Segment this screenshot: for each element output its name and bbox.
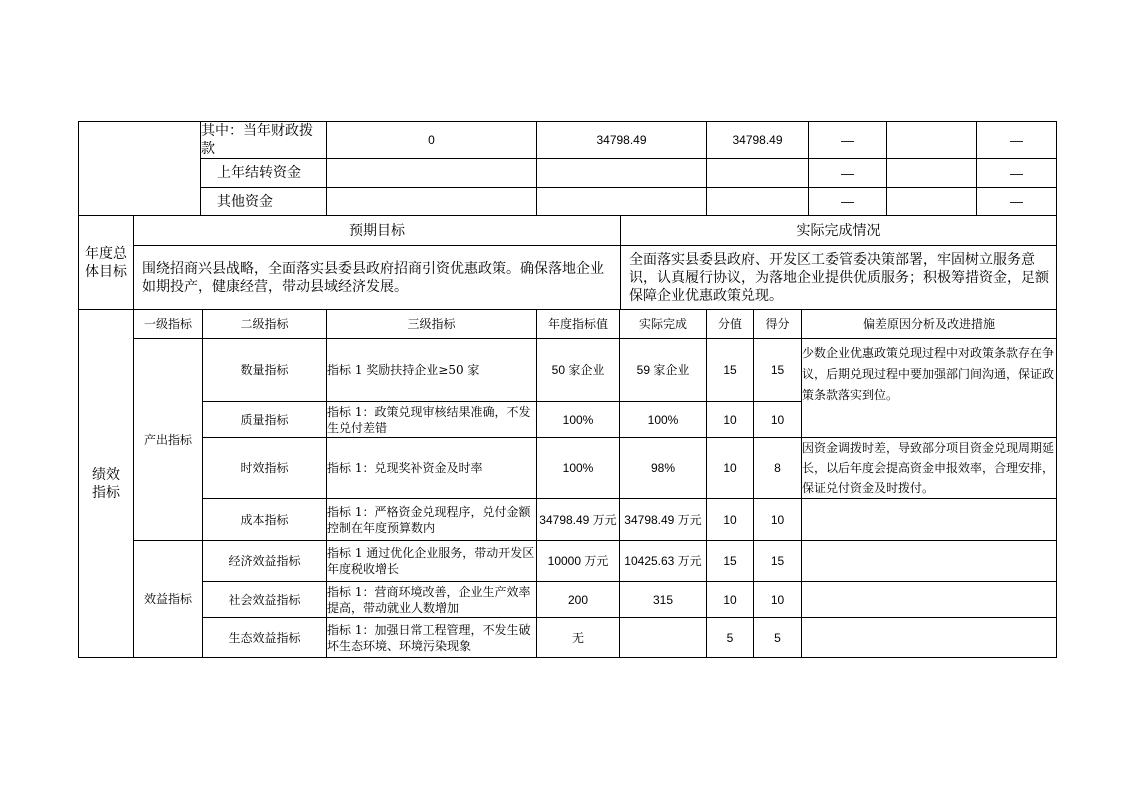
score-cell: 10 — [707, 402, 754, 438]
score-cell: 10 — [707, 438, 754, 499]
funds-dash: — — [809, 159, 887, 188]
level2-cell: 质量指标 — [203, 402, 327, 438]
actual-cell: 315 — [620, 582, 707, 618]
funds-label: 其他资金 — [201, 188, 327, 216]
funds-value: 0 — [327, 122, 537, 159]
score-cell: 10 — [707, 582, 754, 618]
score-cell: 15 — [707, 541, 754, 582]
deviation-note — [802, 582, 1057, 618]
level2-cell: 社会效益指标 — [203, 582, 327, 618]
funds-value — [327, 159, 537, 188]
expected-goal-text: 围绕招商兴县战略，全面落实县委县政府招商引资优惠政策。确保落地企业如期投产，健康经营，带动县域经济发展。 — [134, 246, 621, 310]
target-cell: 10000 万元 — [537, 541, 620, 582]
table-row — [79, 499, 1057, 541]
header-level1: 一级指标 — [134, 310, 203, 339]
header-deviation: 偏差原因分析及改进措施 — [802, 310, 1057, 339]
actual-cell: 100% — [620, 402, 707, 438]
performance-label: 绩效指标 — [79, 310, 134, 658]
funds-label: 其中：当年财政拨款 — [201, 122, 327, 159]
funds-dash: — — [809, 188, 887, 216]
level3-cell: 指标 1：政策兑现审核结果准确，不发生兑付差错 — [327, 402, 537, 438]
table-row — [79, 541, 1057, 582]
header-target: 年度指标值 — [537, 310, 620, 339]
level3-cell: 指标 1：加强日常工程管理，不发生破坏生态环境、环境污染现象 — [327, 618, 537, 658]
got-cell: 10 — [754, 402, 802, 438]
deviation-note — [802, 618, 1057, 658]
level3-cell: 指标 1：营商环境改善，企业生产效率提高，带动就业人数增加 — [327, 582, 537, 618]
target-cell: 200 — [537, 582, 620, 618]
got-cell: 10 — [754, 582, 802, 618]
funds-value — [327, 188, 537, 216]
header-got: 得分 — [754, 310, 802, 339]
level3-cell: 指标 1：兑现奖补资金及时率 — [327, 438, 537, 499]
target-cell: 100% — [537, 438, 620, 499]
target-cell: 无 — [537, 618, 620, 658]
level3-cell: 指标 1 奖励扶持企业≥50 家 — [327, 339, 537, 402]
funds-table — [78, 121, 1057, 216]
actual-cell: 10425.63 万元 — [620, 541, 707, 582]
table-row — [79, 618, 1057, 658]
got-cell: 10 — [754, 499, 802, 541]
header-level2: 二级指标 — [203, 310, 327, 339]
level2-cell: 数量指标 — [203, 339, 327, 402]
header-actual: 实际完成 — [620, 310, 707, 339]
got-cell: 8 — [754, 438, 802, 499]
funds-value: 34798.49 — [537, 122, 707, 159]
table-row — [79, 582, 1057, 618]
table-row — [79, 438, 1057, 499]
funds-dash: — — [977, 188, 1057, 216]
level2-cell: 时效指标 — [203, 438, 327, 499]
actual-cell: 98% — [620, 438, 707, 499]
funds-value — [887, 159, 977, 188]
deviation-note: 少数企业优惠政策兑现过程中对政策条款存在争议，后期兑现过程中要加强部门间沟通，保证政策条款落实到位。 — [802, 339, 1057, 438]
deviation-note — [802, 541, 1057, 582]
expected-goal-header: 预期目标 — [134, 216, 621, 246]
score-cell: 15 — [707, 339, 754, 402]
funds-value — [707, 188, 809, 216]
funds-dash: — — [977, 122, 1057, 159]
got-cell: 15 — [754, 339, 802, 402]
funds-value: 34798.49 — [707, 122, 809, 159]
level3-cell: 指标 1 通过优化企业服务，带动开发区年度税收增长 — [327, 541, 537, 582]
funds-blank-cell — [79, 122, 201, 216]
benefit-indicator-label: 效益指标 — [134, 541, 203, 658]
target-cell: 34798.49 万元 — [537, 499, 620, 541]
annual-goals-table — [78, 215, 1057, 310]
performance-table — [78, 309, 1057, 658]
funds-value — [887, 188, 977, 216]
score-cell: 5 — [707, 618, 754, 658]
funds-label: 上年结转资金 — [201, 159, 327, 188]
level3-cell: 指标 1：严格资金兑现程序，兑付金额控制在年度预算数内 — [327, 499, 537, 541]
target-cell: 100% — [537, 402, 620, 438]
actual-completion-header: 实际完成情况 — [621, 216, 1057, 246]
got-cell: 5 — [754, 618, 802, 658]
level2-cell: 成本指标 — [203, 499, 327, 541]
funds-value — [707, 159, 809, 188]
deviation-note: 因资金调拨时差，导致部分项目资金兑现周期延长，以后年度会提高资金申报效率，合理安排，保证兑付资金及时拨付。 — [802, 438, 1057, 499]
score-cell: 10 — [707, 499, 754, 541]
level2-cell: 经济效益指标 — [203, 541, 327, 582]
table-row — [79, 339, 1057, 402]
header-level3: 三级指标 — [327, 310, 537, 339]
actual-cell: 59 家企业 — [620, 339, 707, 402]
funds-dash: — — [977, 159, 1057, 188]
funds-value — [537, 188, 707, 216]
output-indicator-label: 产出指标 — [134, 339, 203, 541]
header-score: 分值 — [707, 310, 754, 339]
actual-cell: 34798.49 万元 — [620, 499, 707, 541]
target-cell: 50 家企业 — [537, 339, 620, 402]
funds-value — [887, 122, 977, 159]
funds-dash: — — [809, 122, 887, 159]
funds-value — [537, 159, 707, 188]
got-cell: 15 — [754, 541, 802, 582]
level2-cell: 生态效益指标 — [203, 618, 327, 658]
deviation-note — [802, 499, 1057, 541]
actual-completion-text: 全面落实县委县政府、开发区工委管委决策部署，牢固树立服务意识，认真履行协议，为落地企业提供优质服务；积极筹措资金，足额保障企业优惠政策兑现。 — [621, 246, 1057, 310]
actual-cell — [620, 618, 707, 658]
annual-goals-label: 年度总体目标 — [79, 216, 134, 310]
